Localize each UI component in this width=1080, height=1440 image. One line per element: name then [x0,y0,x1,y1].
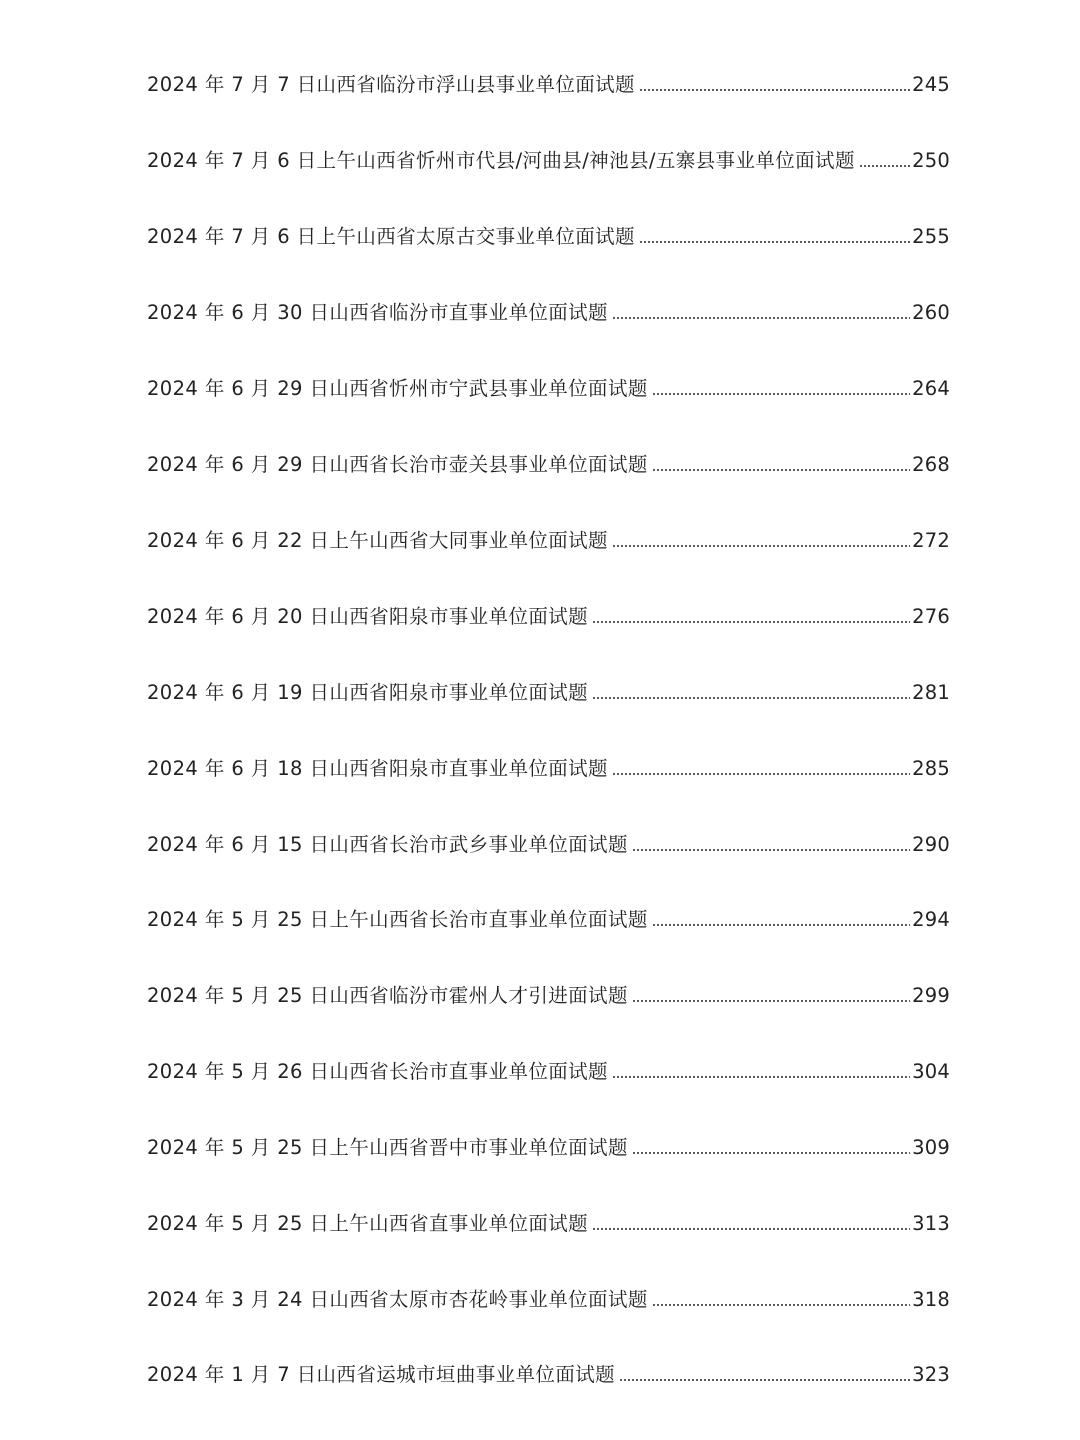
toc-entry[interactable] [147,1133,950,1163]
dot-leader [652,469,910,471]
toc-entry-page: 294 [912,908,950,931]
toc-entry[interactable] [147,450,950,480]
toc-entry-title: 2024 年 1 月 7 日山西省运城市垣曲事业单位面试题 [147,1363,616,1386]
dot-leader [612,1076,910,1078]
toc-entry-page: 264 [912,377,950,400]
toc-entry[interactable] [147,1209,950,1239]
toc-entry-page: 281 [912,681,950,704]
dot-leader [592,1228,910,1230]
toc-entry-title: 2024 年 6 月 22 日上午山西省大同事业单位面试题 [147,529,608,552]
toc-entry-title: 2024 年 5 月 25 日山西省临汾市霍州人才引进面试题 [147,984,628,1007]
toc-entry-title: 2024 年 7 月 6 日上午山西省忻州市代县/河曲县/神池县/五寨县事业单位面试题 [147,149,855,172]
toc-entry-page: 260 [912,301,950,324]
dot-leader [652,924,910,926]
toc-entry[interactable] [147,526,950,556]
dot-leader [632,1000,910,1002]
toc-entry-title: 2024 年 6 月 29 日山西省忻州市宁武县事业单位面试题 [147,377,648,400]
dot-leader [612,773,910,775]
toc-entry-page: 304 [912,1060,950,1083]
toc-entry-page: 250 [912,149,950,172]
toc-entry[interactable] [147,1360,950,1390]
dot-leader [859,165,910,167]
toc-entry[interactable] [147,70,950,100]
toc-entry-title: 2024 年 7 月 7 日山西省临汾市浮山县事业单位面试题 [147,73,635,96]
toc-entry-title: 2024 年 6 月 15 日山西省长治市武乡事业单位面试题 [147,833,628,856]
toc-entry[interactable] [147,830,950,860]
dot-leader [652,1304,910,1306]
toc-entry[interactable] [147,1057,950,1087]
toc-entry[interactable] [147,298,950,328]
toc-entry-page: 290 [912,833,950,856]
toc-entry[interactable] [147,222,950,252]
toc-entry-page: 276 [912,605,950,628]
dot-leader [639,89,910,91]
dot-leader [632,1152,910,1154]
toc-entry-title: 2024 年 6 月 18 日山西省阳泉市直事业单位面试题 [147,757,608,780]
toc-entry[interactable] [147,146,950,176]
toc-entry[interactable] [147,602,950,632]
toc-entry-title: 2024 年 5 月 26 日山西省长治市直事业单位面试题 [147,1060,608,1083]
dot-leader [619,1379,910,1381]
toc-entry[interactable] [147,678,950,708]
dot-leader [632,849,910,851]
dot-leader [592,697,910,699]
toc-entry[interactable] [147,754,950,784]
toc-entry-title: 2024 年 6 月 20 日山西省阳泉市事业单位面试题 [147,605,589,628]
toc-entry-title: 2024 年 6 月 19 日山西省阳泉市事业单位面试题 [147,681,589,704]
toc-entry-page: 245 [912,73,950,96]
toc-entry-page: 272 [912,529,950,552]
toc-entry[interactable] [147,981,950,1011]
toc-entry-page: 299 [912,984,950,1007]
toc-entry-page: 313 [912,1212,950,1235]
dot-leader [639,241,910,243]
toc-entry-title: 2024 年 6 月 30 日山西省临汾市直事业单位面试题 [147,301,608,324]
toc-entry-title: 2024 年 7 月 6 日上午山西省太原古交事业单位面试题 [147,225,635,248]
toc-entry-page: 285 [912,757,950,780]
dot-leader [612,545,910,547]
toc-entry-title: 2024 年 3 月 24 日山西省太原市杏花岭事业单位面试题 [147,1288,648,1311]
toc-entry-title: 2024 年 6 月 29 日山西省长治市壶关县事业单位面试题 [147,453,648,476]
toc-entry-title: 2024 年 5 月 25 日上午山西省长治市直事业单位面试题 [147,908,648,931]
toc-entry-page: 255 [912,225,950,248]
toc-entry[interactable] [147,1285,950,1315]
toc-entry-title: 2024 年 5 月 25 日上午山西省晋中市事业单位面试题 [147,1136,628,1159]
toc-entry[interactable] [147,905,950,935]
toc-entry-page: 323 [912,1363,950,1386]
toc-entry-page: 318 [912,1288,950,1311]
dot-leader [612,317,910,319]
toc-entry-page: 309 [912,1136,950,1159]
toc-entry-page: 268 [912,453,950,476]
dot-leader [592,621,910,623]
toc-entry[interactable] [147,374,950,404]
toc-entry-title: 2024 年 5 月 25 日上午山西省直事业单位面试题 [147,1212,589,1235]
dot-leader [652,393,910,395]
